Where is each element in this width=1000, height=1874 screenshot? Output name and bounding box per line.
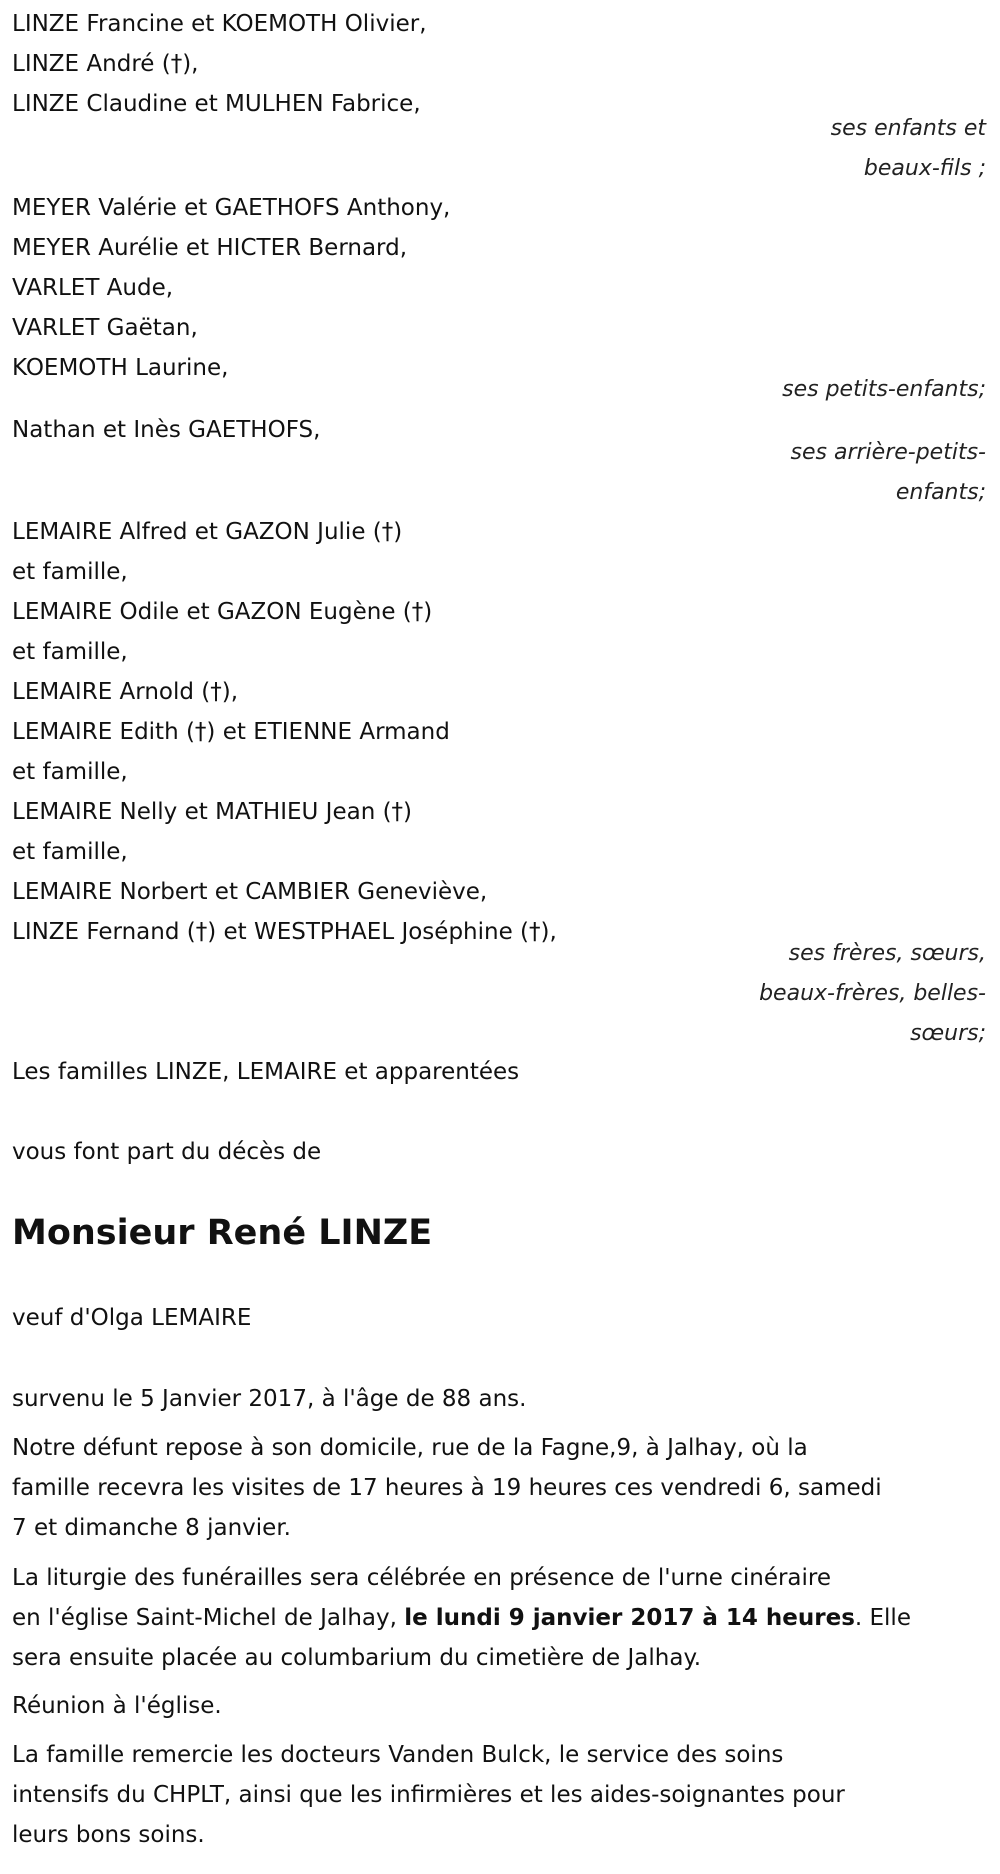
text-line: leurs bons soins. bbox=[12, 1822, 205, 1848]
grandchildren-relation bbox=[12, 370, 986, 410]
widower-line: veuf d'Olga LEMAIRE bbox=[12, 1305, 252, 1331]
text-line: ses arrière-petits- bbox=[790, 440, 986, 465]
text-line: LINZE Francine et KOEMOTH Olivier, bbox=[12, 11, 427, 37]
siblings-list bbox=[12, 512, 986, 952]
liturgy-line bbox=[12, 1598, 986, 1638]
thanks-paragraph bbox=[12, 1735, 986, 1855]
text-line: LINZE Fernand (†) et WESTPHAEL Joséphine (†), bbox=[12, 919, 557, 945]
text-line: ses enfants et bbox=[830, 116, 986, 141]
text-line: beaux-fils ; bbox=[863, 156, 986, 181]
text-line: sœurs; bbox=[910, 1021, 986, 1046]
text-line: LEMAIRE Alfred et GAZON Julie (†) bbox=[12, 519, 403, 545]
text-line: Notre défunt repose à son domicile, rue de la Fagne,9, à Jalhay, où la bbox=[12, 1435, 808, 1461]
text-line: MEYER Valérie et GAETHOFS Anthony, bbox=[12, 195, 451, 221]
text-line: et famille, bbox=[12, 759, 128, 785]
funeral-date: le lundi 9 janvier 2017 à 14 heures bbox=[404, 1605, 855, 1631]
text-line: LEMAIRE Edith (†) et ETIENNE Armand bbox=[12, 719, 450, 745]
meeting-line: Réunion à l'église. bbox=[12, 1693, 222, 1719]
children-relation bbox=[12, 109, 986, 189]
liturgy-paragraph bbox=[12, 1558, 986, 1678]
families-line: Les familles LINZE, LEMAIRE et apparentées bbox=[12, 1059, 520, 1085]
text-line: enfants; bbox=[895, 480, 986, 505]
siblings-relation bbox=[12, 934, 986, 1054]
liturgy-text: . Elle bbox=[854, 1605, 911, 1631]
liturgy-line: sera ensuite placée au columbarium du cimetière de Jalhay. bbox=[12, 1645, 702, 1671]
children-list bbox=[12, 4, 986, 124]
text-line: 7 et dimanche 8 janvier. bbox=[12, 1515, 291, 1541]
text-line: LINZE André (†), bbox=[12, 51, 199, 77]
text-line: Nathan et Inès GAETHOFS, bbox=[12, 417, 321, 443]
deceased-name: Monsieur René LINZE bbox=[12, 1213, 433, 1253]
text-line: LEMAIRE Odile et GAZON Eugène (†) bbox=[12, 599, 433, 625]
text-line: ses frères, sœurs, bbox=[788, 941, 986, 966]
text-line: et famille, bbox=[12, 639, 128, 665]
text-line: VARLET Aude, bbox=[12, 275, 174, 301]
great-grandchildren-relation bbox=[12, 433, 986, 513]
announcement: vous font part du décès de bbox=[12, 1139, 322, 1165]
liturgy-line: La liturgie des funérailles sera célébrée en présence de l'urne cinéraire bbox=[12, 1565, 832, 1591]
text-line: KOEMOTH Laurine, bbox=[12, 355, 229, 381]
text-line: et famille, bbox=[12, 839, 128, 865]
death-date: survenu le 5 Janvier 2017, à l'âge de 88 ans. bbox=[12, 1386, 527, 1412]
text-line: ses petits-enfants; bbox=[782, 377, 986, 402]
text-line: famille recevra les visites de 17 heures à 19 heures ces vendredi 6, samedi bbox=[12, 1475, 882, 1501]
text-line: MEYER Aurélie et HICTER Bernard, bbox=[12, 235, 408, 261]
text-line: intensifs du CHPLT, ainsi que les infirmières et les aides-soignantes pour bbox=[12, 1782, 845, 1808]
text-line: LEMAIRE Norbert et CAMBIER Geneviève, bbox=[12, 879, 488, 905]
text-line: LINZE Claudine et MULHEN Fabrice, bbox=[12, 91, 421, 117]
grandchildren-list bbox=[12, 188, 986, 388]
text-line: LEMAIRE Nelly et MATHIEU Jean (†) bbox=[12, 799, 413, 825]
text-line: et famille, bbox=[12, 559, 128, 585]
liturgy-text: en l'église Saint-Michel de Jalhay, bbox=[12, 1605, 405, 1631]
text-line: La famille remercie les docteurs Vanden Bulck, le service des soins bbox=[12, 1742, 784, 1768]
text-line: VARLET Gaëtan, bbox=[12, 315, 198, 341]
rest-paragraph bbox=[12, 1428, 986, 1548]
text-line: beaux-frères, belles- bbox=[759, 981, 986, 1006]
text-line: LEMAIRE Arnold (†), bbox=[12, 679, 239, 705]
